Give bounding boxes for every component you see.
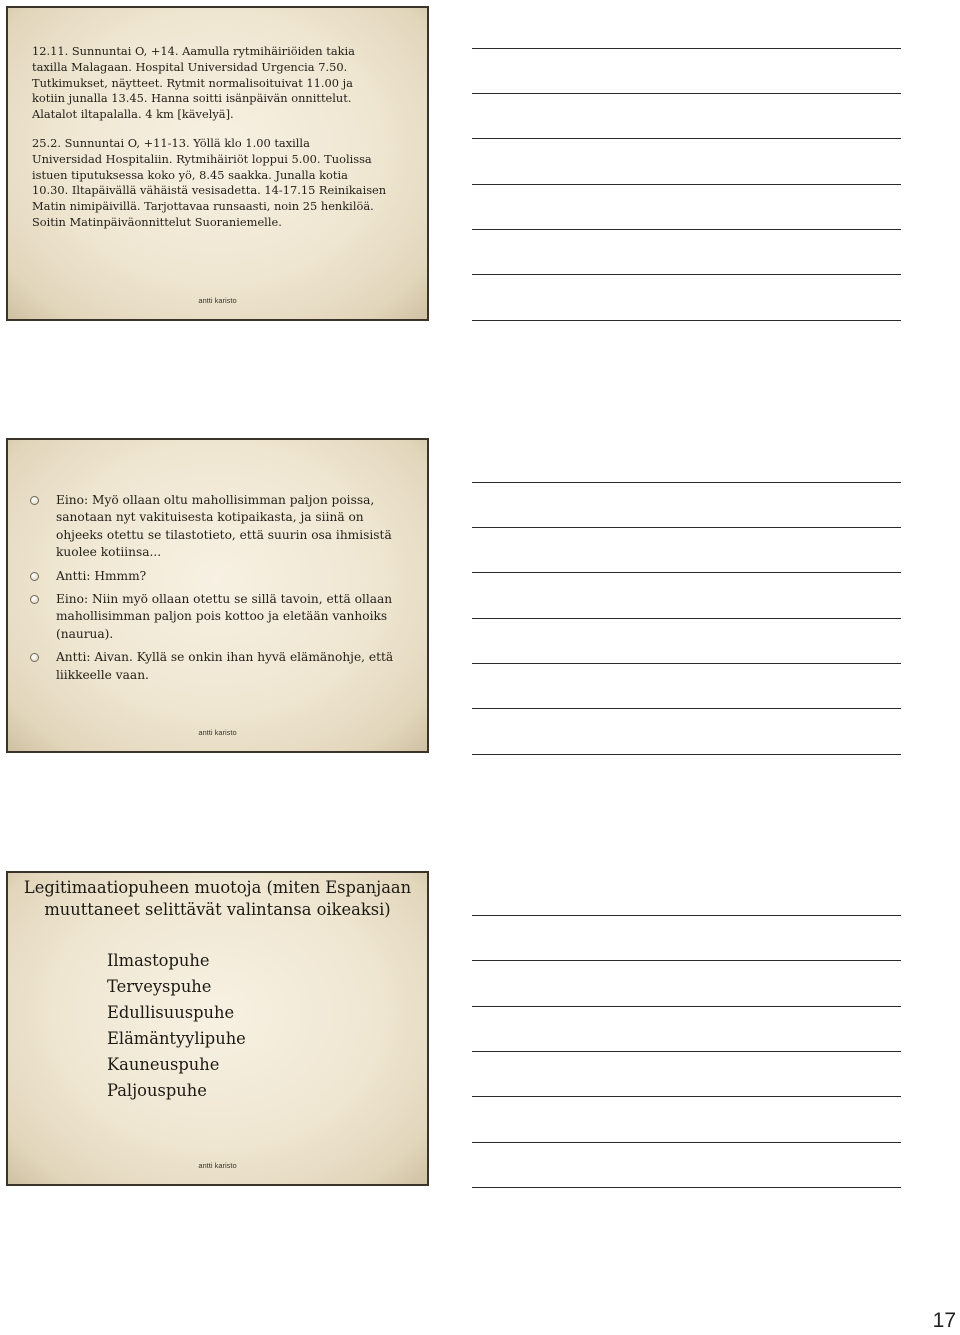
bullet-circle-icon bbox=[30, 496, 39, 505]
slide-1 bbox=[6, 6, 429, 321]
list-item: Eino: Niin myö ollaan otettu se sillä tavoin, että ollaan mahollisimman paljon pois kottoo ja eletään vanhoiks (naurua). bbox=[30, 591, 410, 643]
bullet-circle-icon bbox=[30, 653, 39, 662]
list-item: Antti: Aivan. Kyllä se onkin ihan hyvä elämänohje, että liikkeelle vaan. bbox=[30, 649, 410, 684]
note-line bbox=[472, 274, 901, 275]
note-line bbox=[472, 708, 901, 709]
note-line bbox=[472, 138, 901, 139]
bullet-circle-icon bbox=[30, 572, 39, 581]
list-item: Edullisuuspuhe bbox=[107, 1003, 235, 1022]
note-line bbox=[472, 320, 901, 321]
note-line bbox=[472, 960, 901, 961]
list-item: Paljouspuhe bbox=[107, 1081, 207, 1100]
slide-footer: antti karisto bbox=[198, 1161, 237, 1170]
note-line bbox=[472, 572, 901, 573]
page-number: 17 bbox=[932, 1309, 956, 1332]
slide-footer: antti karisto bbox=[198, 728, 237, 737]
note-line bbox=[472, 754, 901, 755]
list-item: Ilmastopuhe bbox=[107, 951, 210, 970]
slide-2 bbox=[6, 438, 429, 753]
note-line bbox=[472, 229, 901, 230]
note-line bbox=[472, 1051, 901, 1052]
list-item: Eino: Myö ollaan oltu mahollisimman paljon poissa, sanotaan nyt vakituisesta kotipaikasta, ja siinä on ohjeeks otettu se tilastotieto, että suurin osa ihmisistä kuolee kotiinsa... bbox=[30, 492, 410, 562]
diary-entry: 25.2. Sunnuntai O, +11-13. Yöllä klo 1.00 taxilla Universidad Hospitaliin. Rytmihäiriöt loppui 5.00. Tuolissa istuen tiputuksessa koko yö, 8.45 saakka. Junalla kotia 10.30. Iltapäivällä vähäistä vesisadetta. 14-17.15 Reinikaisen Matin nimipäivillä. Tarjottavaa runsaasti, noin 25 henkilöä. Soitin Matinpäiväonnittelut Suoraniemelle. bbox=[32, 135, 387, 229]
slide-1-text bbox=[32, 44, 422, 244]
note-line bbox=[472, 1096, 901, 1097]
note-line bbox=[472, 482, 901, 483]
list-item: Terveyspuhe bbox=[107, 977, 212, 996]
note-line bbox=[472, 1187, 901, 1188]
slide-title: Legitimaatiopuheen muotoja (miten Espanjaan muuttaneet selittävät valintansa oikeaksi) bbox=[23, 878, 412, 919]
note-line bbox=[472, 915, 901, 916]
slide-footer: antti karisto bbox=[198, 296, 237, 305]
diary-entry: 12.11. Sunnuntai O, +14. Aamulla rytmihäiriöiden takia taxilla Malagaan. Hospital Universidad Urgencia 7.50. Tutkimukset, näytteet. Rytmit normalisoituivat 11.00 ja kotiin junalla 13.45. Hanna soitti isänpäivän onnittelut. Alatalot iltapalalla. 4 km [kävelyä]. bbox=[32, 44, 355, 122]
list-item: Kauneuspuhe bbox=[107, 1055, 220, 1074]
note-line bbox=[472, 1142, 901, 1143]
list-item: Elämäntyylipuhe bbox=[107, 1029, 246, 1048]
dialogue-list bbox=[30, 492, 410, 690]
slide-3 bbox=[6, 871, 429, 1186]
note-line bbox=[472, 527, 901, 528]
speech-forms-list bbox=[107, 948, 246, 1104]
note-line bbox=[472, 48, 901, 49]
note-line bbox=[472, 184, 901, 185]
list-item: Antti: Hmmm? bbox=[30, 568, 410, 585]
bullet-circle-icon bbox=[30, 595, 39, 604]
note-line bbox=[472, 618, 901, 619]
note-line bbox=[472, 663, 901, 664]
note-line bbox=[472, 1006, 901, 1007]
note-line bbox=[472, 93, 901, 94]
